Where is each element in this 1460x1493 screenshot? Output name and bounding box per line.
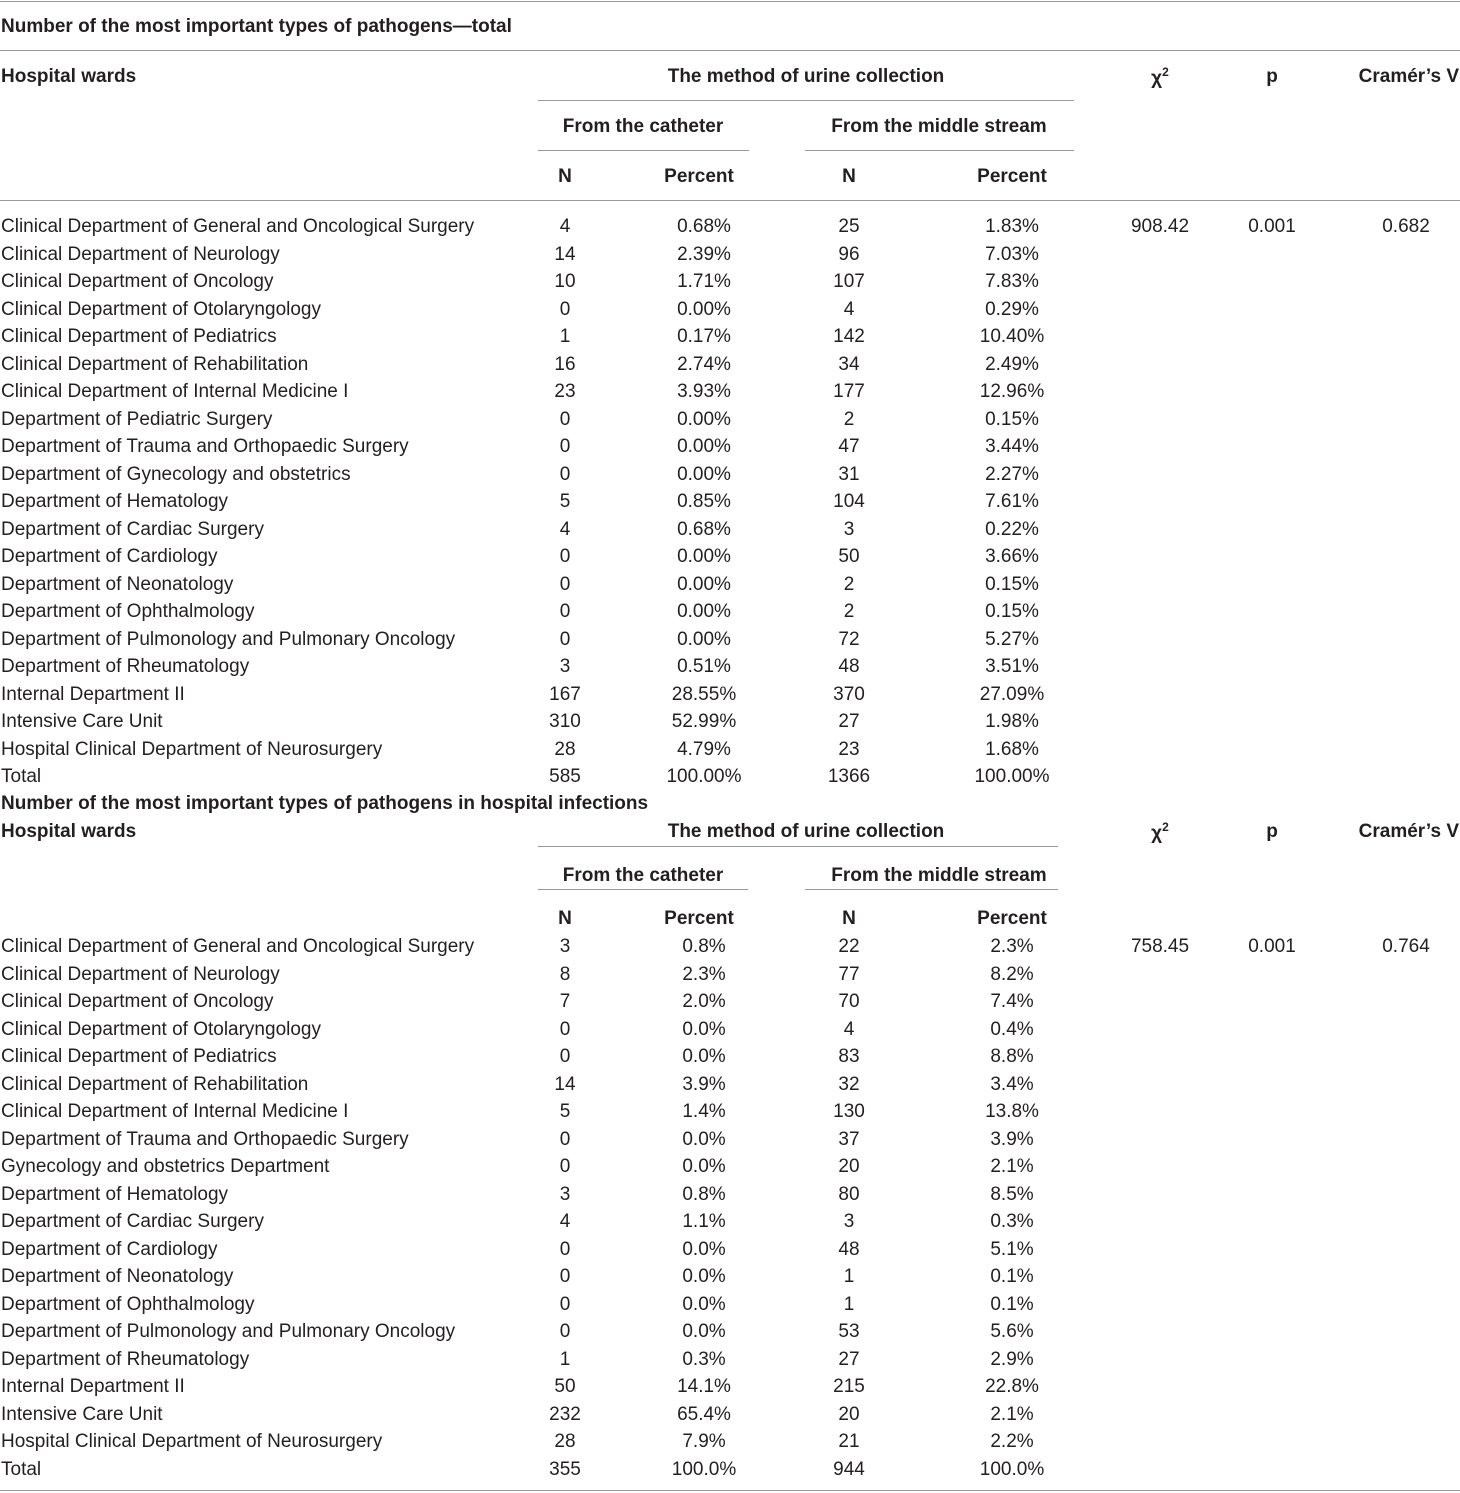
middle-percent-cell: 1.68%	[985, 738, 1039, 760]
catheter-n-cell: 0	[559, 436, 571, 457]
catheter-n-cell: 355	[549, 1458, 581, 1480]
middle-percent-cell: 8.2%	[990, 963, 1034, 985]
middle-n-cell: 130	[833, 1101, 865, 1122]
catheter-percent-cell: 0.0%	[682, 1156, 726, 1177]
catheter-percent-cell: 0.0%	[682, 1238, 726, 1260]
catheter-percent-cell: 65.4%	[677, 1403, 731, 1425]
catheter-percent-cell: 0.68%	[677, 518, 731, 540]
ward-cell: Clinical Department of Neurology	[1, 243, 280, 265]
ward-cell: Department of Trauma and Orthopaedic Surgery	[1, 1128, 409, 1150]
section2-chi2-value: 758.45	[1130, 936, 1190, 957]
section1-header-p: p	[1266, 66, 1278, 87]
ward-cell: Department of Pulmonology and Pulmonary Oncology	[1, 1321, 456, 1342]
middle-n-cell: 4	[843, 1018, 855, 1040]
catheter-n-cell: 585	[549, 766, 581, 787]
catheter-percent-cell: 0.00%	[677, 628, 731, 650]
catheter-n-cell: 10	[554, 271, 576, 292]
middle-percent-cell: 27.09%	[979, 683, 1045, 705]
catheter-percent-cell: 0.00%	[677, 436, 731, 457]
catheter-percent-cell: 0.0%	[682, 1321, 726, 1342]
middle-n-cell: 27	[838, 1348, 860, 1370]
ward-cell: Gynecology and obstetrics Department	[1, 1156, 330, 1177]
ward-cell: Clinical Department of Internal Medicine I	[1, 1101, 349, 1122]
ward-cell: Internal Department II	[1, 683, 185, 705]
catheter-n-cell: 232	[549, 1403, 581, 1425]
catheter-percent-cell: 100.00%	[666, 766, 742, 787]
middle-n-cell: 32	[838, 1073, 860, 1095]
middle-n-cell: 2	[843, 408, 855, 430]
catheter-percent-cell: 0.85%	[677, 491, 731, 512]
section1-header-method: The method of urine collection	[667, 66, 945, 87]
catheter-percent-cell: 0.3%	[682, 1348, 726, 1370]
ward-cell: Clinical Department of Pediatrics	[1, 1046, 277, 1067]
catheter-n-cell: 4	[559, 1211, 571, 1232]
catheter-n-cell: 310	[549, 711, 581, 732]
ward-cell: Clinical Department of Oncology	[1, 991, 274, 1012]
ward-cell: Clinical Department of Pediatrics	[1, 326, 277, 347]
section1-header-wards: Hospital wards	[1, 66, 137, 87]
middle-n-cell: 23	[838, 738, 860, 760]
ward-cell: Department of Hematology	[1, 1183, 229, 1205]
middle-n-cell: 944	[833, 1458, 865, 1480]
middle-n-cell: 27	[838, 711, 860, 732]
catheter-percent-cell: 3.9%	[682, 1073, 726, 1095]
middle-percent-cell: 2.1%	[990, 1403, 1034, 1425]
section2-title: Number of the most important types of pathogens in hospital infections	[1, 793, 649, 814]
section1-chi2-value: 908.42	[1130, 216, 1190, 237]
middle-percent-cell: 2.27%	[985, 463, 1039, 485]
catheter-n-cell: 0	[559, 1266, 571, 1287]
middle-percent-cell: 12.96%	[979, 381, 1045, 402]
middle-n-cell: 3	[843, 518, 855, 540]
catheter-n-cell: 3	[559, 1183, 571, 1205]
catheter-n-cell: 1	[559, 326, 571, 347]
ward-cell: Department of Hematology	[1, 491, 229, 512]
catheter-n-cell: 7	[559, 991, 571, 1012]
middle-n-cell: 96	[838, 243, 860, 265]
section2-cramer-value: 0.764	[1382, 936, 1430, 957]
ward-cell: Hospital Clinical Department of Neurosurgery	[1, 1431, 383, 1452]
section1-middle-rule	[805, 150, 1074, 151]
ward-cell: Department of Cardiology	[1, 546, 218, 567]
catheter-percent-cell: 0.68%	[677, 216, 731, 237]
middle-n-cell: 83	[838, 1046, 860, 1067]
section1-method-rule	[538, 100, 1074, 101]
middle-percent-cell: 3.51%	[985, 656, 1039, 677]
ward-cell: Department of Ophthalmology	[1, 601, 255, 622]
middle-n-cell: 1	[843, 1293, 855, 1315]
section1-header-cramer: Cramér’s V	[1358, 66, 1459, 87]
section1-header-middle: From the middle stream	[831, 116, 1047, 137]
catheter-n-cell: 1	[559, 1348, 571, 1370]
middle-n-cell: 34	[838, 353, 860, 375]
middle-percent-cell: 7.83%	[985, 271, 1039, 292]
ward-cell: Intensive Care Unit	[1, 711, 163, 732]
catheter-n-cell: 0	[559, 1128, 571, 1150]
section2-header-cramer: Cramér’s V	[1358, 821, 1459, 842]
section2-header-wards: Hospital wards	[1, 821, 137, 842]
middle-percent-cell: 0.22%	[985, 518, 1039, 540]
middle-percent-cell: 2.49%	[985, 353, 1039, 375]
catheter-n-cell: 0	[559, 601, 571, 622]
middle-n-cell: 2	[843, 573, 855, 595]
catheter-percent-cell: 14.1%	[677, 1376, 731, 1397]
middle-percent-cell: 2.2%	[990, 1431, 1034, 1452]
catheter-percent-cell: 3.93%	[677, 381, 731, 402]
catheter-n-cell: 28	[554, 1431, 576, 1452]
ward-cell: Department of Trauma and Orthopaedic Surgery	[1, 436, 409, 457]
catheter-percent-cell: 1.4%	[682, 1101, 726, 1122]
top-rule	[0, 1, 1460, 2]
ward-cell: Department of Neonatology	[1, 573, 234, 595]
ward-cell: Clinical Department of Otolaryngology	[1, 298, 321, 320]
section2-header-mid-percent: Percent	[977, 908, 1047, 929]
middle-n-cell: 70	[838, 991, 860, 1012]
middle-n-cell: 20	[838, 1403, 860, 1425]
middle-n-cell: 4	[843, 298, 855, 320]
middle-n-cell: 2	[843, 601, 855, 622]
middle-percent-cell: 5.27%	[985, 628, 1039, 650]
catheter-n-cell: 0	[559, 573, 571, 595]
section1-header-mid-n: N	[842, 166, 856, 187]
middle-n-cell: 80	[838, 1183, 860, 1205]
catheter-percent-cell: 2.39%	[677, 243, 731, 265]
catheter-percent-cell: 28.55%	[671, 683, 737, 705]
middle-n-cell: 1366	[827, 766, 871, 787]
section2-header-mid-n: N	[842, 908, 856, 929]
ward-cell: Hospital Clinical Department of Neurosurgery	[1, 738, 383, 760]
catheter-n-cell: 0	[559, 1046, 571, 1067]
middle-percent-cell: 22.8%	[985, 1376, 1039, 1397]
middle-n-cell: 177	[833, 381, 865, 402]
section2-header-chi2: $\chi^2$	[1151, 820, 1169, 844]
ward-cell: Clinical Department of Rehabilitation	[1, 353, 309, 375]
middle-percent-cell: 0.15%	[985, 408, 1039, 430]
section2-catheter-rule	[538, 889, 748, 890]
catheter-percent-cell: 0.00%	[677, 573, 731, 595]
catheter-percent-cell: 0.00%	[677, 601, 731, 622]
catheter-percent-cell: 0.0%	[682, 1018, 726, 1040]
catheter-n-cell: 0	[559, 1238, 571, 1260]
section1-header-rule	[0, 200, 1460, 201]
section1-cramer-value: 0.682	[1382, 216, 1430, 237]
middle-n-cell: 1	[843, 1266, 855, 1287]
catheter-n-cell: 28	[554, 738, 576, 760]
catheter-n-cell: 16	[554, 353, 576, 375]
middle-percent-cell: 3.4%	[990, 1073, 1034, 1095]
middle-n-cell: 31	[838, 463, 860, 485]
middle-n-cell: 77	[838, 963, 860, 985]
middle-n-cell: 370	[833, 683, 865, 705]
catheter-n-cell: 8	[559, 963, 571, 985]
catheter-n-cell: 4	[559, 518, 571, 540]
catheter-n-cell: 167	[549, 683, 581, 705]
ward-cell: Internal Department II	[1, 1376, 185, 1397]
ward-cell: Clinical Department of General and Oncological Surgery	[1, 936, 475, 957]
middle-percent-cell: 7.4%	[990, 991, 1034, 1012]
section1-title-rule	[0, 50, 1460, 51]
catheter-percent-cell: 0.0%	[682, 1046, 726, 1067]
ward-cell: Department of Rheumatology	[1, 656, 250, 677]
catheter-percent-cell: 52.99%	[671, 711, 737, 732]
catheter-n-cell: 0	[559, 1321, 571, 1342]
middle-percent-cell: 3.66%	[985, 546, 1039, 567]
section1-header-chi2: $\chi^2$	[1151, 65, 1169, 89]
catheter-n-cell: 0	[559, 1293, 571, 1315]
middle-percent-cell: 7.03%	[985, 243, 1039, 265]
section1-header-cat-percent: Percent	[664, 166, 734, 187]
ward-cell: Department of Gynecology and obstetrics	[1, 463, 351, 485]
middle-percent-cell: 3.9%	[990, 1128, 1034, 1150]
catheter-percent-cell: 0.8%	[682, 936, 726, 957]
catheter-percent-cell: 0.00%	[677, 463, 731, 485]
catheter-percent-cell: 0.51%	[677, 656, 731, 677]
middle-n-cell: 37	[838, 1128, 860, 1150]
middle-n-cell: 72	[838, 628, 860, 650]
middle-percent-cell: 13.8%	[985, 1101, 1039, 1122]
catheter-n-cell: 3	[559, 656, 571, 677]
catheter-percent-cell: 0.17%	[677, 326, 731, 347]
middle-n-cell: 48	[838, 1238, 860, 1260]
catheter-percent-cell: 2.3%	[682, 963, 726, 985]
ward-cell: Department of Cardiology	[1, 1238, 218, 1260]
ward-cell: Clinical Department of Neurology	[1, 963, 280, 985]
middle-percent-cell: 8.8%	[990, 1046, 1034, 1067]
middle-percent-cell: 0.3%	[990, 1211, 1034, 1232]
catheter-percent-cell: 4.79%	[677, 738, 731, 760]
catheter-n-cell: 5	[559, 1101, 571, 1122]
middle-n-cell: 48	[838, 656, 860, 677]
middle-n-cell: 20	[838, 1156, 860, 1177]
ward-cell: Clinical Department of Oncology	[1, 271, 274, 292]
section2-middle-rule	[805, 889, 1058, 890]
section1-header-catheter: From the catheter	[562, 116, 724, 137]
middle-n-cell: 22	[838, 936, 860, 957]
catheter-percent-cell: 1.1%	[682, 1211, 726, 1232]
middle-n-cell: 25	[838, 216, 860, 237]
catheter-n-cell: 0	[559, 463, 571, 485]
catheter-percent-cell: 0.0%	[682, 1293, 726, 1315]
middle-n-cell: 21	[838, 1431, 860, 1452]
catheter-percent-cell: 0.00%	[677, 408, 731, 430]
catheter-n-cell: 23	[554, 381, 576, 402]
middle-percent-cell: 0.4%	[990, 1018, 1034, 1040]
middle-n-cell: 53	[838, 1321, 860, 1342]
middle-percent-cell: 0.29%	[985, 298, 1039, 320]
middle-percent-cell: 2.9%	[990, 1348, 1034, 1370]
middle-percent-cell: 7.61%	[985, 491, 1039, 512]
section2-header-method: The method of urine collection	[667, 821, 945, 842]
catheter-n-cell: 14	[554, 243, 576, 265]
middle-percent-cell: 1.98%	[985, 711, 1039, 732]
section1-catheter-rule	[538, 150, 749, 151]
catheter-percent-cell: 0.0%	[682, 1128, 726, 1150]
ward-cell: Department of Cardiac Surgery	[1, 1211, 264, 1232]
catheter-n-cell: 4	[559, 216, 571, 237]
catheter-percent-cell: 0.00%	[677, 546, 731, 567]
ward-cell: Department of Pediatric Surgery	[1, 408, 273, 430]
middle-n-cell: 104	[833, 491, 865, 512]
middle-percent-cell: 0.15%	[985, 573, 1039, 595]
section2-header-catheter: From the catheter	[562, 865, 724, 886]
middle-percent-cell: 100.0%	[979, 1458, 1045, 1480]
catheter-percent-cell: 0.0%	[682, 1266, 726, 1287]
section2-header-cat-n: N	[558, 908, 572, 929]
middle-n-cell: 50	[838, 546, 860, 567]
middle-percent-cell: 0.1%	[990, 1293, 1034, 1315]
catheter-n-cell: 14	[554, 1073, 576, 1095]
middle-percent-cell: 1.83%	[985, 216, 1039, 237]
catheter-n-cell: 0	[559, 298, 571, 320]
middle-percent-cell: 2.1%	[990, 1156, 1034, 1177]
ward-cell: Clinical Department of Rehabilitation	[1, 1073, 309, 1095]
ward-cell: Department of Pulmonology and Pulmonary Oncology	[1, 628, 456, 650]
section2-header-middle: From the middle stream	[831, 865, 1047, 886]
middle-percent-cell: 10.40%	[979, 326, 1045, 347]
section2-header-p: p	[1266, 821, 1278, 842]
catheter-percent-cell: 0.8%	[682, 1183, 726, 1205]
catheter-n-cell: 0	[559, 628, 571, 650]
middle-percent-cell: 3.44%	[985, 436, 1039, 457]
ward-cell: Department of Ophthalmology	[1, 1293, 255, 1315]
ward-cell: Department of Neonatology	[1, 1266, 234, 1287]
section2-p-value: 0.001	[1248, 936, 1296, 957]
ward-cell: Department of Rheumatology	[1, 1348, 250, 1370]
catheter-n-cell: 0	[559, 1018, 571, 1040]
middle-n-cell: 107	[833, 271, 865, 292]
middle-n-cell: 215	[833, 1376, 865, 1397]
ward-cell: Total	[1, 1458, 42, 1480]
ward-cell: Department of Cardiac Surgery	[1, 518, 264, 540]
middle-percent-cell: 5.1%	[990, 1238, 1034, 1260]
middle-n-cell: 3	[843, 1211, 855, 1232]
section2-header-cat-percent: Percent	[664, 908, 734, 929]
middle-percent-cell: 0.15%	[985, 601, 1039, 622]
section1-title: Number of the most important types of pathogens—total	[1, 16, 512, 37]
ward-cell: Total	[1, 766, 42, 787]
catheter-n-cell: 3	[559, 936, 571, 957]
middle-percent-cell: 8.5%	[990, 1183, 1034, 1205]
middle-n-cell: 142	[833, 326, 865, 347]
catheter-n-cell: 5	[559, 491, 571, 512]
catheter-n-cell: 0	[559, 408, 571, 430]
catheter-n-cell: 0	[559, 1156, 571, 1177]
middle-n-cell: 47	[838, 436, 860, 457]
ward-cell: Clinical Department of Otolaryngology	[1, 1018, 321, 1040]
catheter-percent-cell: 0.00%	[677, 298, 731, 320]
catheter-percent-cell: 100.0%	[671, 1458, 737, 1480]
middle-percent-cell: 0.1%	[990, 1266, 1034, 1287]
bottom-rule	[0, 1490, 1460, 1491]
catheter-percent-cell: 2.0%	[682, 991, 726, 1012]
section1-header-cat-n: N	[558, 166, 572, 187]
middle-percent-cell: 5.6%	[990, 1321, 1034, 1342]
section1-header-mid-percent: Percent	[977, 166, 1047, 187]
section2-method-rule	[538, 846, 1058, 847]
ward-cell: Clinical Department of Internal Medicine I	[1, 381, 349, 402]
section1-p-value: 0.001	[1248, 216, 1296, 237]
catheter-n-cell: 50	[554, 1376, 576, 1397]
catheter-percent-cell: 1.71%	[677, 271, 731, 292]
catheter-percent-cell: 7.9%	[682, 1431, 726, 1452]
middle-percent-cell: 100.00%	[974, 766, 1050, 787]
ward-cell: Intensive Care Unit	[1, 1403, 163, 1425]
catheter-n-cell: 0	[559, 546, 571, 567]
ward-cell: Clinical Department of General and Oncological Surgery	[1, 216, 475, 237]
middle-percent-cell: 2.3%	[990, 936, 1034, 957]
catheter-percent-cell: 2.74%	[677, 353, 731, 375]
